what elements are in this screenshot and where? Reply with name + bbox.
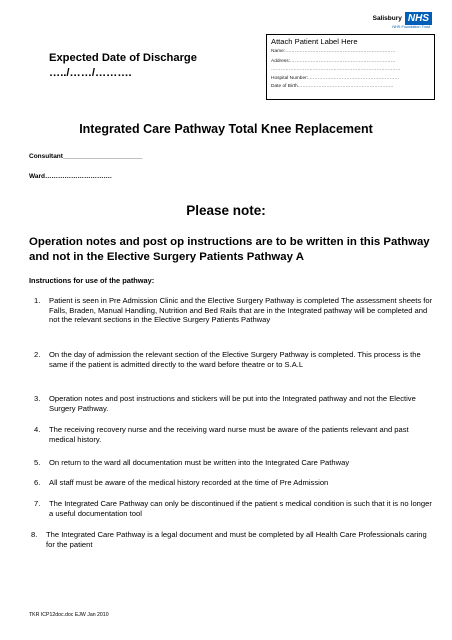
instruction-number: 2. (34, 350, 41, 359)
instruction-item (34, 478, 434, 488)
nhs-logo-box: NHS (405, 12, 432, 25)
logo-org-name: Salisbury (372, 15, 402, 22)
instruction-text: Operation notes and post instructions and stickers will be put into the Integrated pathway and not the Elective Surgery Pathway. (49, 394, 416, 413)
patient-address-field: Address:………………………………………………………… (271, 59, 396, 64)
instruction-text: The Integrated Care Pathway can only be discontinued if the patient s medical condition is such that it is no longer a useful documentation tool (49, 499, 432, 518)
instruction-item (34, 425, 434, 444)
instruction-item (31, 530, 431, 549)
instruction-text: The Integrated Care Pathway is a legal document and must be completed by all Health Care Professionals caring for the patient (46, 530, 427, 549)
patient-label-title: Attach Patient Label Here (271, 37, 358, 46)
instruction-item (34, 296, 434, 325)
expected-discharge (49, 51, 197, 81)
patient-label-box (266, 34, 435, 100)
instruction-number: 7. (34, 499, 41, 508)
discharge-label: Expected Date of Discharge (49, 52, 197, 64)
instructions-heading: Instructions for use of the pathway: (29, 276, 155, 285)
instruction-text: On return to the ward all documentation must be written into the Integrated Care Pathway (49, 458, 350, 467)
instruction-text: On the day of admission the relevant section of the Elective Surgery Pathway is completed. This process is the same if the patient is admitted directly to the ward before theatre or to S.A.L (49, 350, 421, 369)
nhs-logo (373, 12, 432, 29)
instruction-number: 5. (34, 458, 41, 467)
ward-field: Ward…………………………. (29, 173, 112, 180)
instruction-number: 4. (34, 425, 41, 434)
document-footer: TKR ICP12doc.doc EJW Jan 2010 (29, 612, 109, 618)
document-title: Integrated Care Pathway Total Knee Replacement (79, 122, 373, 136)
operation-notes-notice: Operation notes and post op instructions are to be written in this Pathway and not in the Elective Surgery Patients Pathway A (29, 236, 430, 263)
instruction-item (34, 499, 434, 518)
patient-name-field: Name:…………………………………………………………… (271, 49, 396, 54)
please-note-heading: Please note: (186, 203, 266, 218)
instruction-text: All staff must be aware of the medical history recorded at the time of Pre Admission (49, 478, 329, 487)
logo-trust-name: NHS Foundation Trust (392, 25, 430, 29)
instruction-number: 3. (34, 394, 41, 403)
patient-address-line-2: ……………………………………………………………………… (271, 67, 401, 72)
instruction-text: Patient is seen in Pre Admission Clinic and the Elective Surgery Pathway is completed The assessment sheets for Falls, Braden, Manual Handling, Nutrition and Bed Rails that are in the Integrated pathway will be completed and not the relevant sections in the Elective Surgery Patients Pathway (49, 296, 433, 324)
instruction-item (34, 458, 434, 468)
instruction-item (34, 350, 434, 369)
instruction-number: 1. (34, 296, 41, 305)
date-of-birth-field: Date of Birth…………………………………………………… (271, 84, 394, 89)
discharge-date-field: …../……/………. (49, 67, 132, 79)
instruction-item (34, 394, 434, 413)
instruction-number: 6. (34, 478, 41, 487)
hospital-number-field: Hospital Number:………………………………………………… (271, 76, 400, 81)
consultant-field: Consultant______________________ (29, 153, 143, 160)
instruction-text: The receiving recovery nurse and the receiving ward nurse must be aware of the patients relevant and past medical history. (49, 425, 409, 444)
instruction-number: 8. (31, 530, 38, 539)
